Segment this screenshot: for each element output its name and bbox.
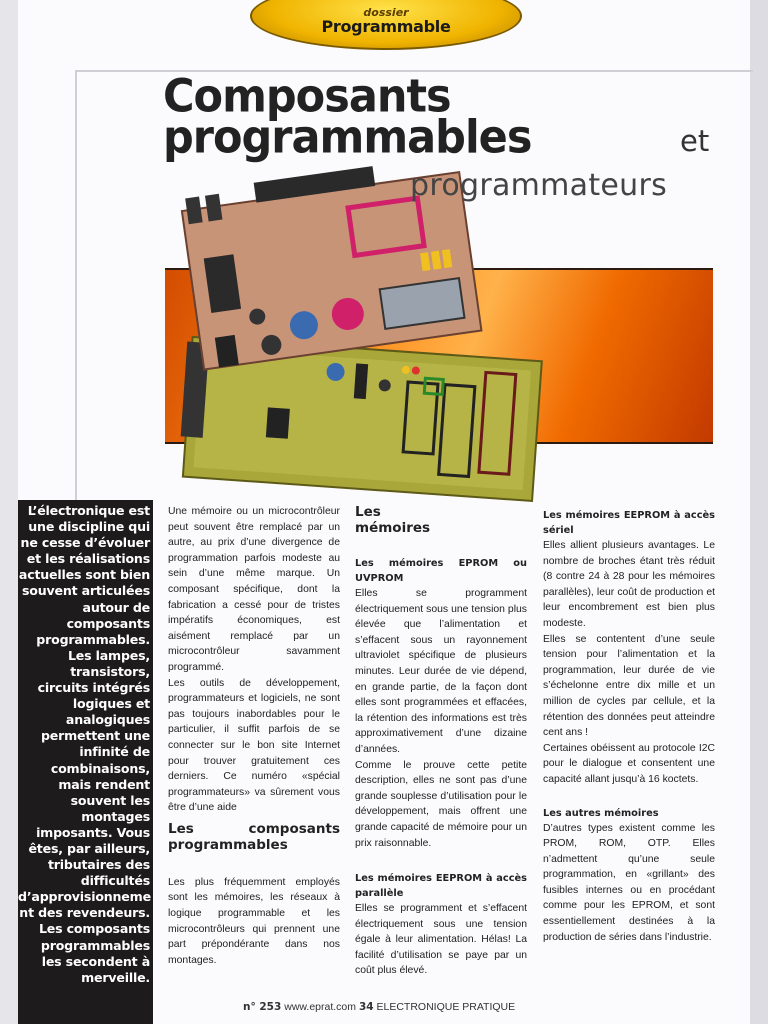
page-footer [243, 1001, 515, 1013]
paragraph: D’autres types existent comme les PROM, ROM, OTP. Elles n’admettent qu’une seule programmation, en «grillant» des fusibles internes ou en procédant comme pour les EPROM, et sont essentiellement destinées à la production de séries dans l’industrie. [543, 822, 715, 943]
badge-label-big: Programmable [321, 17, 451, 36]
subsection-heading: Les mémoires EPROM ou UVPROM [355, 558, 527, 584]
paragraph: Elles allient plusieurs avantages. Le nombre de broches étant très réduit (8 contre 24 à 28 pour les mémoires parallèles), leur coût de production et leur encombrement est bien plus modeste. [543, 540, 715, 629]
title-line-2: programmables [163, 111, 532, 165]
page-gutter [0, 0, 18, 1024]
website: www.eprat.com [284, 1001, 357, 1013]
subsection-heading: Les autres mémoires [543, 807, 659, 819]
column-3 [543, 508, 715, 945]
section-heading: Les mémoires [355, 504, 431, 536]
paragraph: Certaines obéissent au protocole I2C pour le dialogue et consentent une capacité allant jusqu’à 16 koctets. [543, 742, 715, 785]
intro-text: L’électronique est une discipline qui ne cesse d’évoluer et les réalisations actuelles sont bien souvent articulées autour de composants programmables. Les lampes, transistors, circuits intégrés logiques et analogiques permettent une infinité de combinaisons, mais rendent souvent les montages imposants. Vous êtes, par ailleurs, tributaires des difficultés d’approvisionneme nt des revendeurs. Les composants programmables les secondent à merveille. [18, 503, 151, 985]
page-number: 34 [358, 1001, 374, 1013]
column-2 [355, 504, 527, 979]
paragraph: Les outils de développement, programmateurs et logiciels, ne sont pas toujours inabordables pour le particulier, il suffit parfois de se connecter sur le bon site Internet pour trouver gratuitement ces derniers. Ce numéro «spécial programmateurs» va sûrement vous être d’une aide [168, 677, 340, 814]
paragraph: Comme le prouve cette petite description, elles ne sont pas d’une grande souplesse d’utilisation pour le développement, mais offrent une grande capacité de mémoire pour un prix raisonnable. [355, 759, 527, 849]
paragraph: Elles se programment électriquement sous une tension plus élevée que l’alimentation et s’effacent sous un rayonnement ultraviolet spécifique de plusieurs minutes. Leur durée de vie dépend, en grande partie, de la façon dont elles sont programmées et effacées, la rétention des informations est très approximativement d’une dizaine d’années. [355, 588, 527, 755]
paragraph: Elles se contentent d’une seule tension pour l’alimentation et la programmation, leur durée de vie s’échelonne entre dix mille et un million de cycles par cellule, et la rétention des données peut atteindre cent ans ! [543, 633, 715, 739]
column-1 [168, 504, 340, 968]
paragraph: Elles se programment et s’effacent électriquement sous une tension égale à leur alimentation. Hélas! La facilité d’utilisation se paye par un coût plus élevé. [355, 903, 527, 977]
title-et: et [680, 124, 710, 158]
paragraph: Une mémoire ou un microcontrôleur peut souvent être remplacé par un autre, au prix d’une divergence de programmation parfois modeste au sein d’une même marque. Un composant spécifique, dont la fabrication a cessé pour de tristes impératifs économiques, est aisément remplacé par un microcontrôleur savamment programmé. [168, 506, 340, 673]
issue-number: n° 253 [243, 1001, 282, 1013]
title-line-1: Composants [163, 70, 451, 124]
section-heading: Les composants programmables [168, 820, 340, 853]
title-line-3: programmateurs [410, 168, 668, 203]
magazine-name: ELECTRONIQUE PRATIQUE [376, 1001, 516, 1013]
circuit-boards-photo [178, 150, 548, 520]
paragraph: Les plus fréquemment employés sont les mémoires, les réseaux à logique programmable et les microcontrôleurs qui prennent une part prépondérante dans nos montages. [168, 876, 340, 966]
subsection-heading: Les mémoires EEPROM à accès sériel [543, 510, 715, 536]
badge-label-small: dossier [363, 6, 409, 19]
subsection-heading: Les mémoires EEPROM à accès parallèle [355, 873, 527, 900]
